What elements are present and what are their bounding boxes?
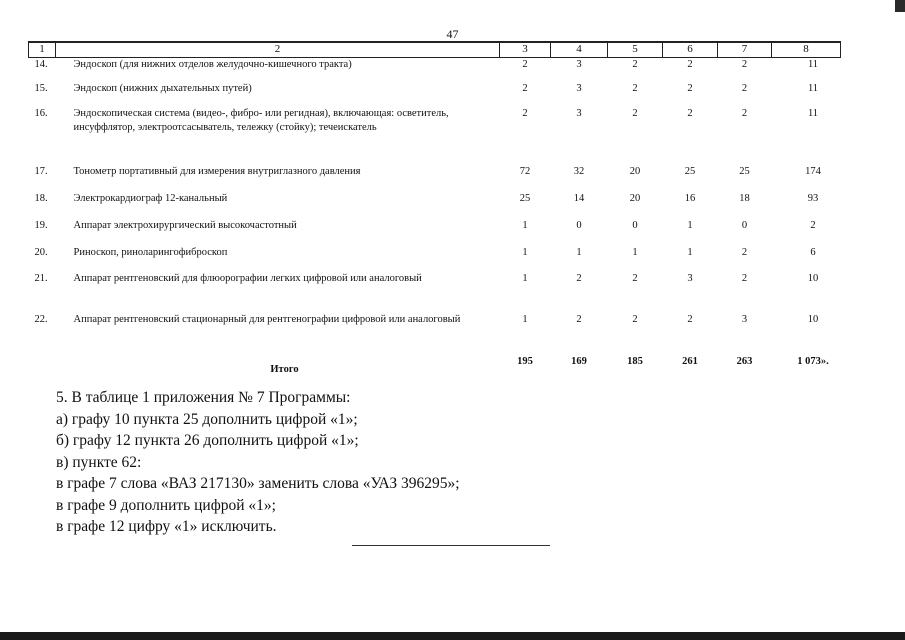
- row-number: 16.: [34, 107, 48, 119]
- value-cell: 20: [629, 192, 641, 204]
- value-cell: 2: [576, 272, 582, 284]
- value-cell: 11: [807, 82, 819, 94]
- value-cell: 2: [741, 59, 748, 70]
- table-row: [29, 272, 841, 313]
- total-value: 261: [682, 355, 698, 367]
- value-cell: 2: [741, 82, 748, 94]
- value-cell: 0: [741, 219, 748, 231]
- value-cell: 2: [522, 107, 528, 119]
- scan-corner-mark: [895, 0, 905, 12]
- value-cell: 174: [805, 165, 821, 177]
- value-cell: 1: [687, 219, 693, 231]
- value-cell: 72: [519, 165, 531, 177]
- value-cell: 3: [576, 107, 582, 119]
- total-value: 263: [736, 355, 753, 367]
- equipment-name: Эндоскопическая система (видео-, фибро- или регидная), включающая: осветитель, инсуффлятор, электроотсасыватель, тележку (стойку); течеискатель: [73, 107, 449, 133]
- total-label: Итого: [270, 363, 299, 375]
- value-cell: 2: [687, 59, 693, 70]
- row-number: 22.: [34, 313, 48, 325]
- value-cell: 18: [739, 192, 750, 204]
- value-cell: 2: [741, 272, 748, 284]
- value-cell: 1: [576, 246, 582, 258]
- value-cell: 2: [522, 59, 528, 70]
- equipment-name: Эндоскоп (нижних дыхательных путей): [73, 82, 252, 94]
- amendment-line: 5. В таблице 1 приложения № 7 Программы:: [56, 389, 351, 406]
- amendment-line: б) графу 12 пункта 26 дополнить цифрой «1»;: [56, 432, 359, 449]
- value-cell: 2: [632, 59, 638, 70]
- equipment-table: [28, 41, 841, 379]
- page-number: 47: [446, 27, 459, 41]
- total-value: 1 073».: [797, 355, 829, 367]
- value-cell: 14: [573, 192, 585, 204]
- table-row: [29, 246, 841, 272]
- value-cell: 11: [807, 107, 819, 119]
- scan-bottom-edge: [0, 632, 905, 640]
- value-cell: 11: [807, 59, 819, 70]
- header-cell: 8: [772, 42, 841, 58]
- value-cell: 2: [687, 107, 693, 119]
- value-cell: 3: [687, 272, 693, 284]
- amendment-line: в графе 12 цифру «1» исключить.: [56, 518, 277, 535]
- row-number: 20.: [34, 246, 48, 258]
- value-cell: 2: [741, 246, 748, 258]
- table-row: [29, 192, 841, 219]
- total-row: [29, 355, 841, 379]
- value-cell: 20: [629, 165, 641, 177]
- value-cell: 3: [576, 82, 582, 94]
- equipment-name: Аппарат рентгеновский для флюорографии легких цифровой или аналоговый: [73, 272, 422, 284]
- column-number-header: [29, 42, 841, 58]
- value-cell: 25: [519, 192, 531, 204]
- value-cell: 0: [632, 219, 638, 231]
- header-cell: 6: [663, 42, 718, 58]
- value-cell: 6: [810, 246, 816, 258]
- value-cell: 2: [632, 107, 638, 119]
- value-cell: 25: [739, 165, 750, 177]
- value-cell: 3: [741, 313, 748, 325]
- header-cell: 2: [56, 42, 500, 58]
- amendment-line: а) графу 10 пункта 25 дополнить цифрой «1»;: [56, 410, 358, 428]
- header-cell: 4: [551, 42, 608, 58]
- row-number: 21.: [34, 272, 48, 284]
- value-cell: 1: [522, 313, 528, 325]
- table-row: [29, 107, 841, 165]
- value-cell: 2: [576, 313, 582, 325]
- table-row: [29, 58, 841, 82]
- amendment-line: в графе 9 дополнить цифрой «1»;: [56, 496, 276, 514]
- equipment-name: Аппарат электрохирургический высокочастотный: [73, 219, 297, 231]
- value-cell: 0: [576, 219, 582, 231]
- value-cell: 32: [573, 165, 585, 177]
- value-cell: 2: [632, 82, 638, 94]
- value-cell: 1: [632, 246, 638, 258]
- row-number: 15.: [34, 82, 48, 94]
- value-cell: 2: [687, 313, 693, 325]
- equipment-name: Аппарат рентгеновский стационарный для рентгенографии цифровой или аналоговый: [73, 313, 461, 325]
- value-cell: 16: [684, 192, 696, 204]
- equipment-name: Эндоскоп (для нижних отделов желудочно-кишечного тракта): [73, 59, 352, 70]
- amendment-text: [56, 387, 776, 538]
- total-value: 185: [627, 355, 643, 367]
- row-number: 14.: [34, 59, 48, 70]
- value-cell: 1: [522, 219, 528, 231]
- row-number: 18.: [34, 192, 48, 204]
- total-value: 169: [571, 355, 587, 367]
- value-cell: 2: [632, 272, 638, 284]
- value-cell: 25: [684, 165, 696, 177]
- value-cell: 10: [807, 272, 819, 284]
- amendment-line: в) пункте 62:: [56, 453, 142, 471]
- equipment-name: Риноскоп, риноларингофиброскоп: [73, 246, 228, 258]
- header-cell: 5: [608, 42, 663, 58]
- value-cell: 1: [687, 246, 693, 258]
- document-end-divider: [352, 545, 550, 546]
- row-number: 17.: [34, 165, 48, 177]
- table-row: [29, 219, 841, 246]
- row-number: 19.: [34, 219, 48, 231]
- table-row: [29, 82, 841, 107]
- value-cell: 2: [687, 82, 693, 94]
- value-cell: 2: [632, 313, 638, 325]
- value-cell: 93: [807, 192, 819, 204]
- value-cell: 2: [522, 82, 528, 94]
- total-value: 195: [517, 355, 533, 367]
- equipment-name: Электрокардиограф 12-канальный: [73, 192, 228, 204]
- equipment-name: Тонометр портативный для измерения внутриглазного давления: [73, 165, 361, 177]
- amendment-line: в графе 7 слова «ВАЗ 217130» заменить слова «УАЗ 396295»;: [56, 475, 460, 492]
- header-cell: 7: [718, 42, 772, 58]
- value-cell: 10: [807, 313, 819, 325]
- value-cell: 1: [522, 272, 528, 284]
- header-cell: 3: [500, 42, 551, 58]
- value-cell: 1: [522, 246, 528, 258]
- total-spacer: [29, 355, 56, 379]
- table-row: [29, 313, 841, 355]
- header-cell: 1: [29, 42, 56, 58]
- value-cell: 2: [741, 107, 748, 119]
- value-cell: 3: [576, 59, 582, 70]
- value-cell: 2: [810, 219, 816, 231]
- table-row: [29, 165, 841, 192]
